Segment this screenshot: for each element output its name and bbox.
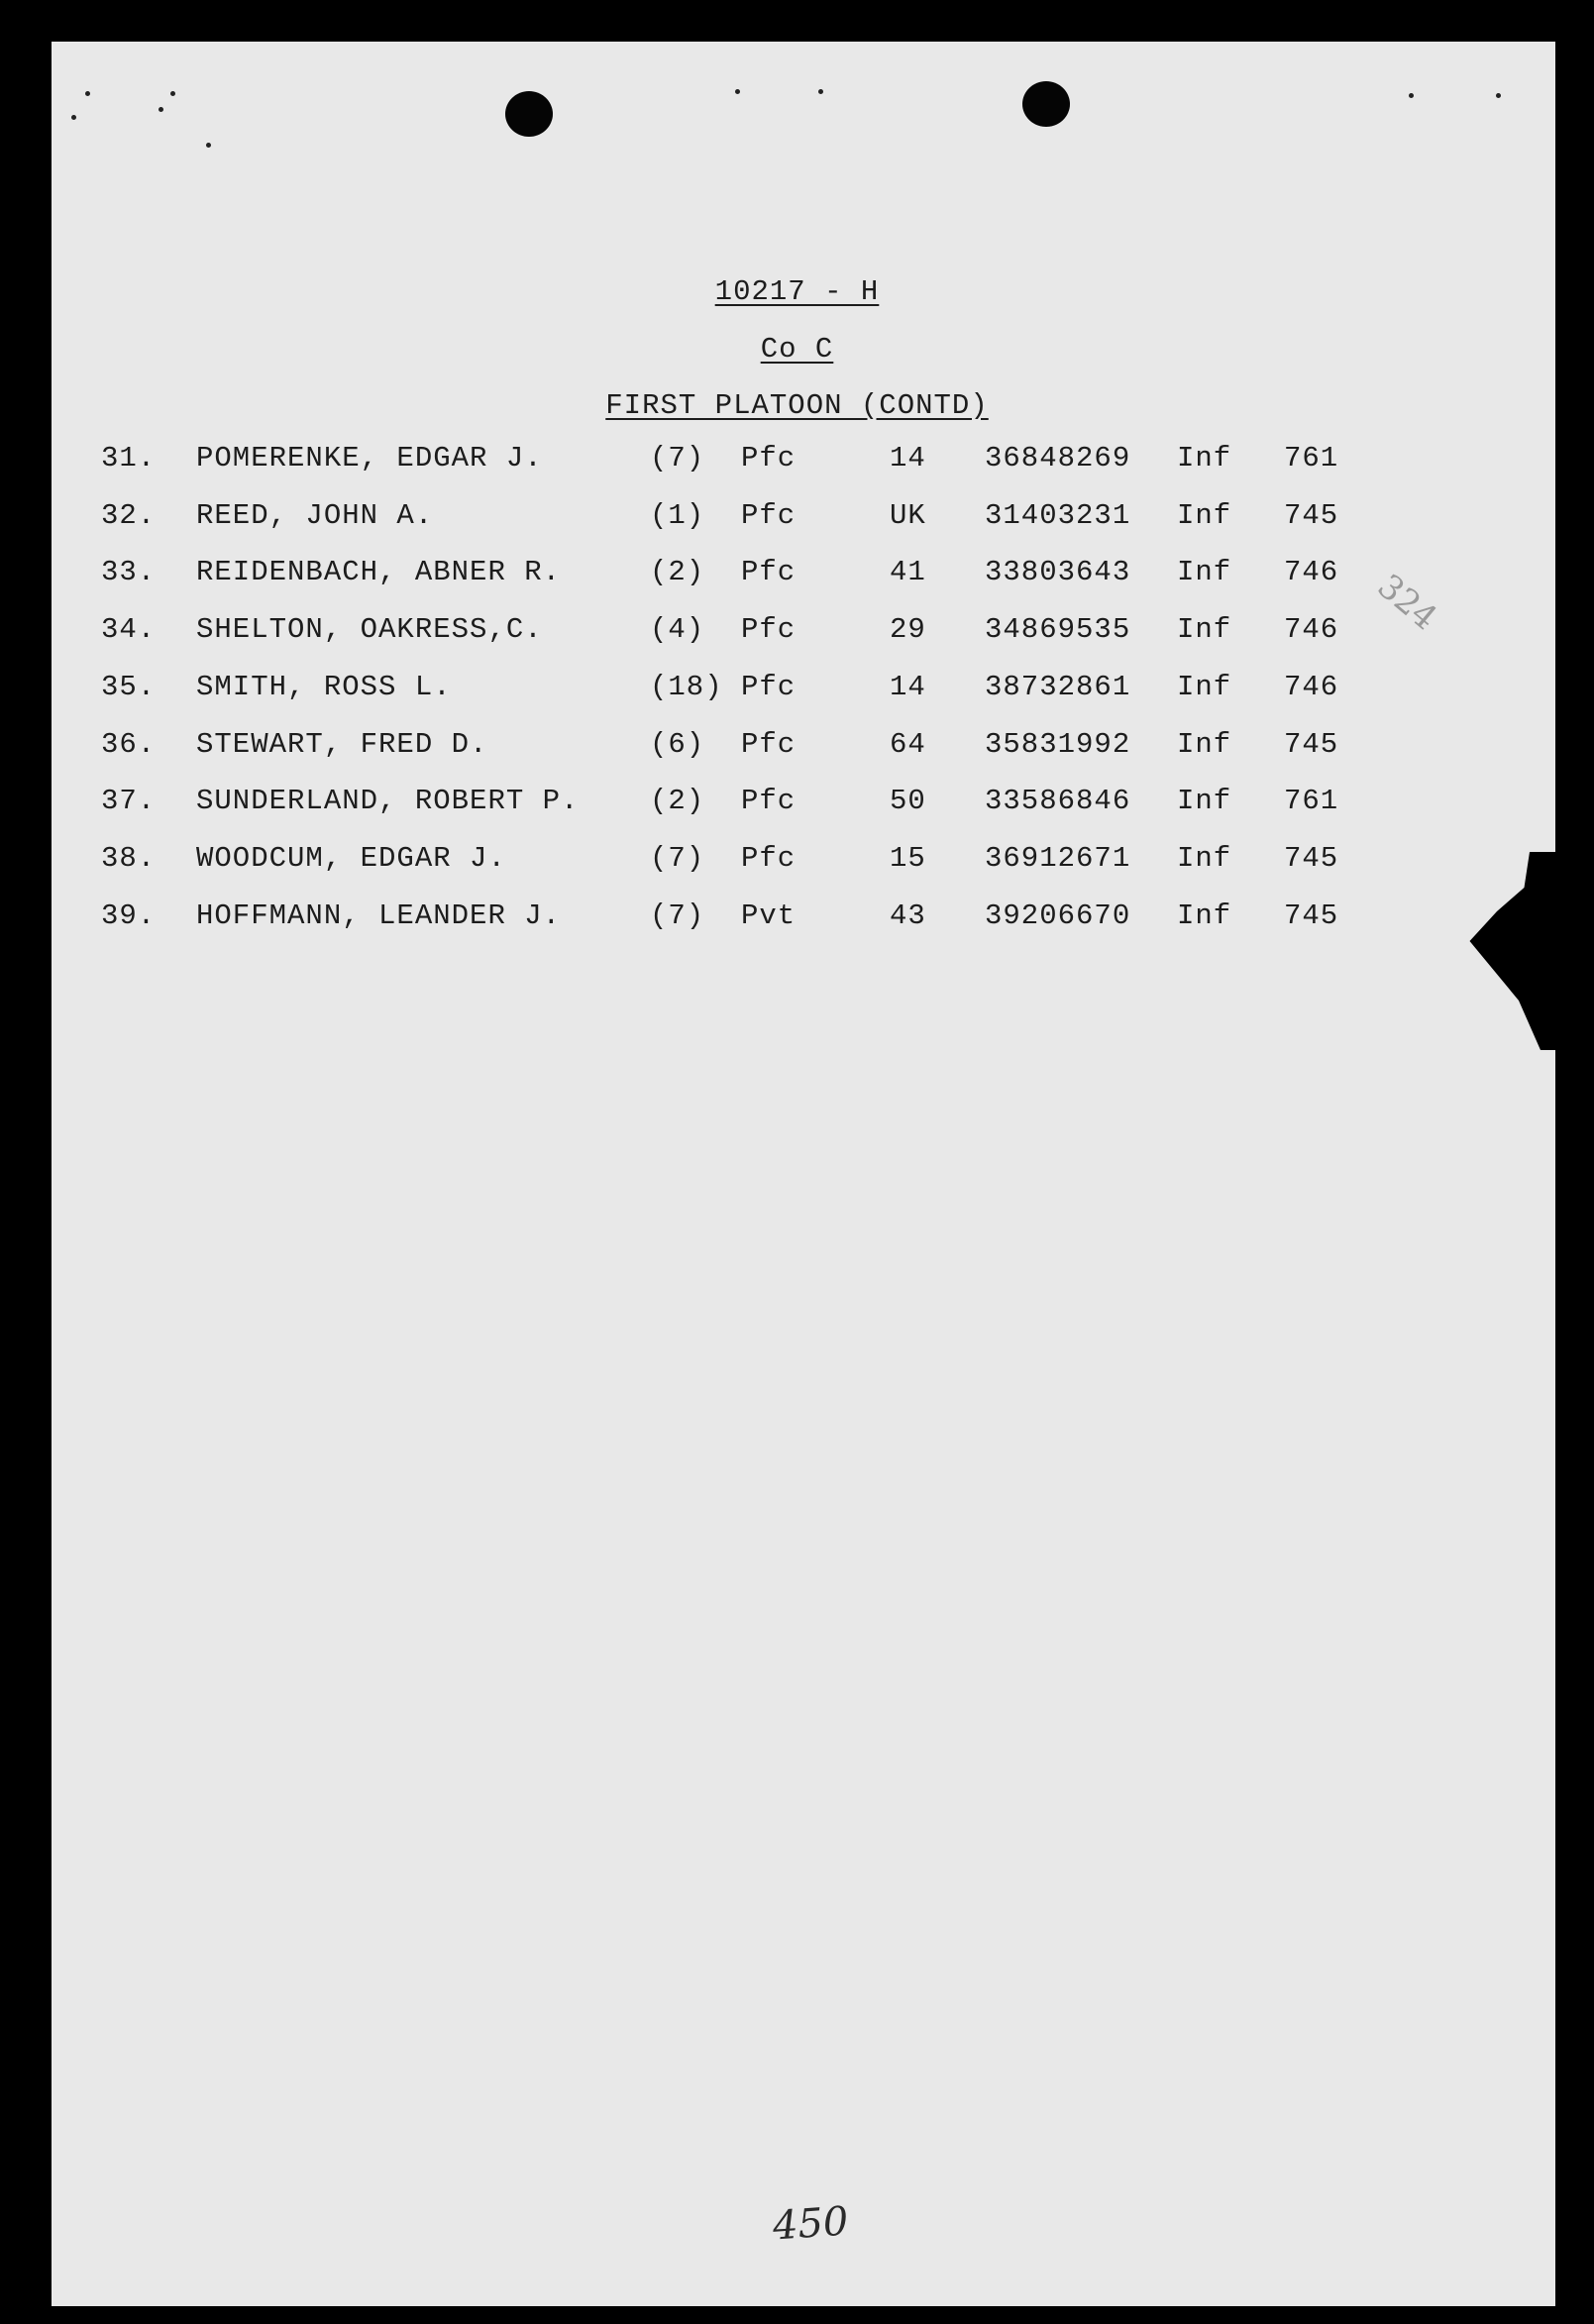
cell-name: WOODCUM, EDGAR J. bbox=[196, 842, 506, 875]
cell-code: (6) bbox=[650, 728, 705, 761]
speck bbox=[206, 143, 211, 148]
cell-unit: 746 bbox=[1284, 671, 1339, 703]
speck bbox=[85, 91, 90, 96]
cell-rank: Pfc bbox=[741, 842, 797, 875]
cell-num: 31. bbox=[101, 442, 157, 475]
speck bbox=[1496, 93, 1501, 98]
cell-num: 34. bbox=[101, 613, 157, 646]
cell-code: (7) bbox=[650, 899, 705, 932]
cell-value: 15 bbox=[890, 842, 926, 875]
cell-name: SMITH, ROSS L. bbox=[196, 671, 452, 703]
company-heading: Co C bbox=[760, 333, 834, 366]
cell-arm: Inf bbox=[1177, 785, 1232, 817]
cell-arm: Inf bbox=[1177, 899, 1232, 932]
cell-rank: Pfc bbox=[741, 442, 797, 475]
document-page bbox=[52, 42, 1555, 2306]
cell-arm: Inf bbox=[1177, 499, 1232, 532]
cell-num: 37. bbox=[101, 785, 157, 817]
cell-value: UK bbox=[890, 499, 926, 532]
cell-serial: 31403231 bbox=[985, 499, 1131, 532]
cell-value: 41 bbox=[890, 556, 926, 588]
cell-rank: Pfc bbox=[741, 499, 797, 532]
cell-value: 50 bbox=[890, 785, 926, 817]
cell-value: 14 bbox=[890, 671, 926, 703]
cell-serial: 36912671 bbox=[985, 842, 1131, 875]
cell-serial: 35831992 bbox=[985, 728, 1131, 761]
cell-unit: 745 bbox=[1284, 499, 1339, 532]
cell-code: (1) bbox=[650, 499, 705, 532]
cell-num: 35. bbox=[101, 671, 157, 703]
cell-name: REED, JOHN A. bbox=[196, 499, 434, 532]
speck bbox=[1409, 93, 1414, 98]
margin-stamp: 324 bbox=[1369, 566, 1445, 639]
punch-hole-right bbox=[1022, 81, 1070, 127]
cell-serial: 38732861 bbox=[985, 671, 1131, 703]
cell-rank: Pvt bbox=[741, 899, 797, 932]
speck bbox=[159, 107, 163, 112]
speck bbox=[735, 89, 740, 94]
cell-name: SHELTON, OAKRESS,C. bbox=[196, 613, 543, 646]
table-row bbox=[0, 785, 1594, 824]
cell-num: 36. bbox=[101, 728, 157, 761]
cell-name: SUNDERLAND, ROBERT P. bbox=[196, 785, 580, 817]
table-row bbox=[0, 442, 1594, 481]
cell-arm: Inf bbox=[1177, 556, 1232, 588]
speck bbox=[818, 89, 823, 94]
cell-unit: 761 bbox=[1284, 785, 1339, 817]
cell-num: 32. bbox=[101, 499, 157, 532]
cell-rank: Pfc bbox=[741, 613, 797, 646]
cell-serial: 33803643 bbox=[985, 556, 1131, 588]
table-row bbox=[0, 728, 1594, 768]
cell-value: 29 bbox=[890, 613, 926, 646]
handwritten-page-number: 450 bbox=[771, 2198, 850, 2250]
cell-code: (7) bbox=[650, 842, 705, 875]
cell-code: (7) bbox=[650, 442, 705, 475]
cell-code: (2) bbox=[650, 556, 705, 588]
cell-unit: 745 bbox=[1284, 842, 1339, 875]
cell-arm: Inf bbox=[1177, 671, 1232, 703]
cell-value: 14 bbox=[890, 442, 926, 475]
table-row bbox=[0, 899, 1594, 939]
cell-unit: 745 bbox=[1284, 728, 1339, 761]
table-row bbox=[0, 671, 1594, 710]
cell-name: POMERENKE, EDGAR J. bbox=[196, 442, 543, 475]
cell-code: (4) bbox=[650, 613, 705, 646]
speck bbox=[170, 91, 175, 96]
cell-arm: Inf bbox=[1177, 613, 1232, 646]
cell-name: STEWART, FRED D. bbox=[196, 728, 488, 761]
cell-serial: 39206670 bbox=[985, 899, 1131, 932]
cell-serial: 34869535 bbox=[985, 613, 1131, 646]
punch-hole-left bbox=[505, 91, 553, 137]
cell-arm: Inf bbox=[1177, 728, 1232, 761]
cell-rank: Pfc bbox=[741, 671, 797, 703]
cell-serial: 33586846 bbox=[985, 785, 1131, 817]
cell-unit: 761 bbox=[1284, 442, 1339, 475]
cell-value: 43 bbox=[890, 899, 926, 932]
cell-arm: Inf bbox=[1177, 842, 1232, 875]
cell-unit: 745 bbox=[1284, 899, 1339, 932]
table-row bbox=[0, 613, 1594, 653]
cell-num: 33. bbox=[101, 556, 157, 588]
cell-name: REIDENBACH, ABNER R. bbox=[196, 556, 562, 588]
cell-rank: Pfc bbox=[741, 556, 797, 588]
table-row bbox=[0, 842, 1594, 882]
cell-rank: Pfc bbox=[741, 785, 797, 817]
cell-serial: 36848269 bbox=[985, 442, 1131, 475]
cell-value: 64 bbox=[890, 728, 926, 761]
section-heading: FIRST PLATOON (CONTD) bbox=[605, 389, 989, 422]
cell-rank: Pfc bbox=[741, 728, 797, 761]
cell-code: (18) bbox=[650, 671, 723, 703]
cell-num: 38. bbox=[101, 842, 157, 875]
file-number: 10217 - H bbox=[714, 275, 880, 308]
cell-unit: 746 bbox=[1284, 613, 1339, 646]
cell-unit: 746 bbox=[1284, 556, 1339, 588]
cell-code: (2) bbox=[650, 785, 705, 817]
cell-num: 39. bbox=[101, 899, 157, 932]
cell-arm: Inf bbox=[1177, 442, 1232, 475]
table-row bbox=[0, 556, 1594, 595]
table-row bbox=[0, 499, 1594, 539]
cell-name: HOFFMANN, LEANDER J. bbox=[196, 899, 562, 932]
speck bbox=[71, 115, 76, 120]
